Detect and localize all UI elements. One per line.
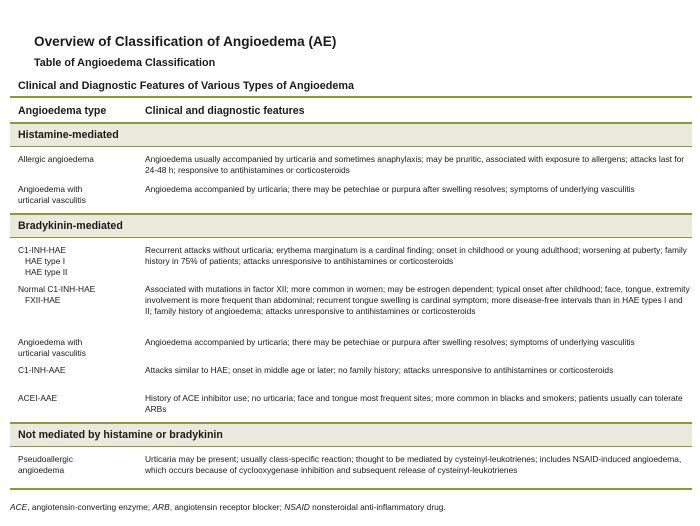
row-type: [18, 337, 136, 359]
type-line: Angioedema with: [18, 337, 83, 347]
type-subline: HAE type II: [25, 267, 68, 277]
row-features: Recurrent attacks without urticaria; erythema marginatum is a cardinal finding; onset in childhood or young adulthood; worsening at puberty; family history in 75% of patients; attacks unresponsive to antihistamines or corticosteroids: [145, 245, 687, 266]
row-features: History of ACE inhibitor use; no urticaria; face and tongue most frequent sites; more common in blacks and smokers; patients usually can tolerate ARBs: [145, 393, 683, 414]
row-features: Associated with mutations in factor XII; more common in women; may be estrogen dependent; typical onset after childhood; face, tongue, extremity involvement is more frequent than abdominal; recurrent tongue swelling is cardinal symptom; more disease-free intervals than in HAE types I and II; family history of angioedema; attacks unresponsive to antihistamines or corticosteroids: [145, 284, 690, 316]
column-header-features: Clinical and diagnostic features: [145, 105, 305, 117]
footnote-abbr-nsaid: NSAID: [284, 502, 310, 512]
section-label-bradykinin: Bradykinin-mediated: [18, 220, 123, 232]
row-type: [18, 393, 136, 404]
page-subtitle: Table of Angioedema Classification: [34, 57, 216, 69]
column-header-type: Angioedema type: [18, 105, 107, 117]
footnote-text: , angiotensin receptor blocker;: [169, 502, 285, 512]
footnote-text: , angiotensin-converting enzyme;: [27, 502, 153, 512]
row-type: [18, 154, 136, 165]
page-title: Overview of Classification of Angioedema (AE): [34, 34, 337, 49]
section-label-other: Not mediated by histamine or bradykinin: [18, 429, 223, 441]
row-features: Urticaria may be present; usually class-specific reaction; thought to be mediated by cysteinyl-leukotrienes; includes NSAID-induced angioedema, which occurs because of cyclooxygenase inhibition and subsequent release of cysteinyl-leukotrienes: [145, 454, 682, 475]
section-label-histamine: Histamine-mediated: [18, 129, 119, 141]
section-rule: [10, 446, 692, 447]
row-type: [18, 365, 136, 376]
row-type: [18, 245, 136, 278]
row-type: [18, 184, 136, 206]
type-subline: FXII-HAE: [25, 295, 61, 305]
type-line: Normal C1-INH-HAE: [18, 284, 96, 294]
row-type: [18, 284, 136, 306]
row-features: Angioedema accompanied by urticaria; there may be petechiae or purpura after swelling resolves; symptoms of underlying vasculitis: [145, 184, 635, 194]
row-type: [18, 454, 136, 476]
type-line: C1-INH-HAE: [18, 245, 66, 255]
type-line: Pseudoallergic: [18, 454, 73, 464]
section-rule: [10, 146, 692, 147]
type-subline: HAE type I: [25, 256, 66, 266]
section-rule: [10, 237, 692, 238]
row-features: Angioedema usually accompanied by urticaria and sometimes anaphylaxis; may be pruritic, associated with exposure to allergens; attacks last for 24-48 h; responsive to antihistamines or corticosteroids: [145, 154, 685, 175]
footnote-abbr-arb: ARB: [152, 502, 170, 512]
footnote-text: nonsteroidal anti-inflammatory drug.: [309, 502, 446, 512]
type-line: urticarial vasculitis: [18, 348, 86, 358]
footnote: [10, 502, 446, 512]
footnote-abbr-ace: ACE: [10, 502, 28, 512]
table-top-rule: [10, 96, 692, 98]
type-line: C1-INH-AAE: [18, 365, 66, 375]
row-features: Attacks similar to HAE; onset in middle age or later; no family history; attacks unresponsive to antihistamines or corticosteroids: [145, 365, 614, 375]
table-title: Clinical and Diagnostic Features of Various Types of Angioedema: [18, 80, 354, 92]
type-line: urticarial vasculitis: [18, 195, 86, 205]
type-line: angioedema: [18, 465, 65, 475]
type-line: ACEI-AAE: [18, 393, 58, 403]
row-features: Angioedema accompanied by urticaria; there may be petechiae or purpura after swelling resolves; symptoms of underlying vasculitis: [145, 337, 635, 347]
type-line: Angioedema with: [18, 184, 83, 194]
table-bottom-rule: [10, 488, 692, 490]
type-line: Allergic angioedema: [18, 154, 94, 164]
